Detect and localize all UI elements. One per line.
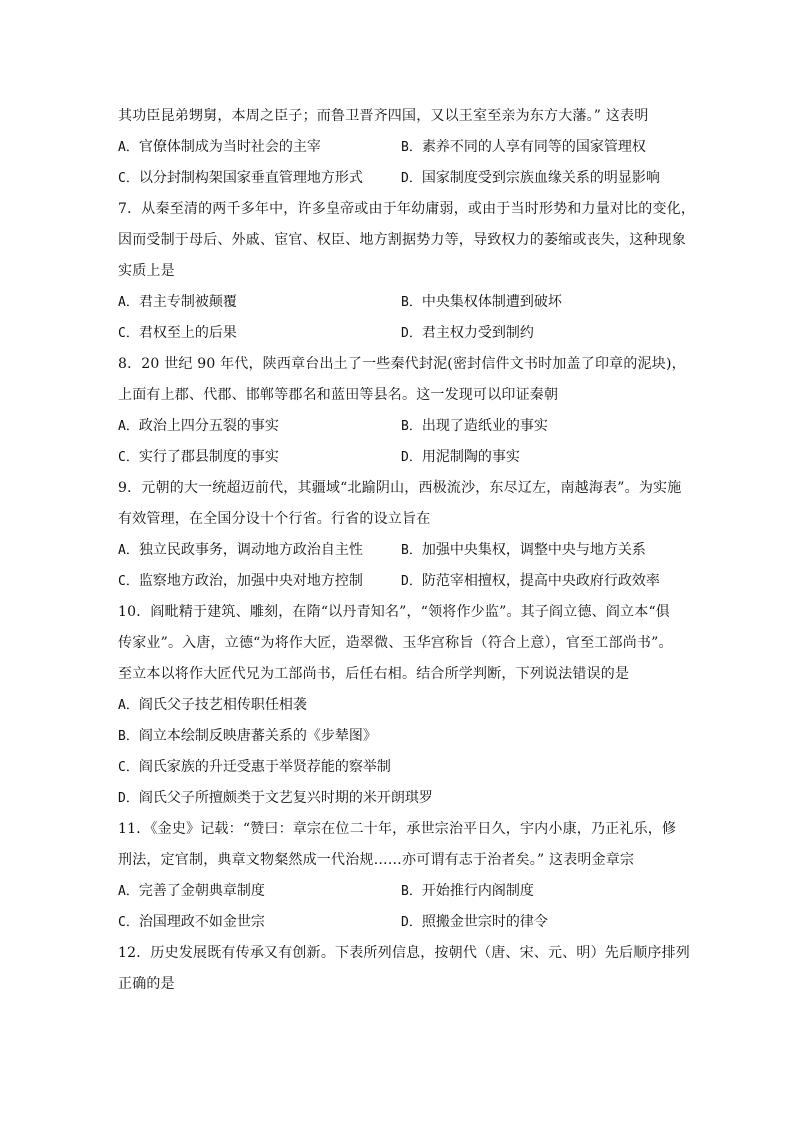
q6-option-a[interactable]: A．官僚体制成为当时社会的主宰 (118, 139, 321, 155)
q6-option-b[interactable]: B．素养不同的人享有同等的国家管理权 (401, 139, 646, 155)
q9-option-a[interactable]: A．独立民政事务，调动地方政治自主性 (118, 542, 363, 558)
q7-option-b[interactable]: B．中央集权体制遭到破坏 (401, 294, 562, 310)
q11-option-a[interactable]: A．完善了金朝典章制度 (118, 883, 265, 899)
q9-option-b[interactable]: B．加强中央集权，调整中央与地方关系 (401, 542, 646, 558)
q11-options-row-1 (118, 876, 678, 907)
q9-stem-line-2: 有效管理，在全国分设十个行省。行省的设立旨在 (118, 511, 431, 527)
q7-stem-line-3: 实质上是 (118, 263, 175, 279)
q11-option-c[interactable]: C．治国理政不如金世宗 (118, 914, 265, 930)
q11-stem-line-2: 刑法，定官制，典章文物粲然成一代治规……亦可谓有志于治者矣。” 这表明金章宗 (118, 852, 635, 868)
q8-stem-line-1: 8．20 世纪 90 年代，陕西章台出土了一些秦代封泥(密封信件文书时加盖了印章的泥块)， (118, 356, 686, 372)
q8-option-b[interactable]: B．出现了造纸业的事实 (401, 418, 548, 434)
q10-option-d[interactable]: D．阎氏父子所擅颇类于文艺复兴时期的米开朗琪罗 (118, 790, 433, 806)
q10-stem-line-1: 10．阎毗精于建筑、雕刻，在隋“以丹青知名”，“领将作少监”。其子阎立德、阎立本“俱 (118, 604, 670, 620)
q9-option-c[interactable]: C．监察地方政治，加强中央对地方控制 (118, 573, 363, 589)
q11-options-row-2 (118, 907, 678, 938)
q7-options-row-1 (118, 287, 678, 318)
exam-page (118, 101, 696, 1000)
q12-stem-line-2: 正确的是 (118, 976, 175, 992)
q11-option-d[interactable]: D．照搬金世宗时的律令 (401, 914, 548, 930)
q7-stem-line-2: 因而受制于母后、外戚、宦官、权臣、地方割据势力等，导致权力的萎缩或丧失，这种现象 (118, 232, 686, 248)
q8-option-a[interactable]: A．政治上四分五裂的事实 (118, 418, 279, 434)
q7-options-row-2 (118, 318, 678, 349)
q6-option-c[interactable]: C．以分封制构架国家垂直管理地方形式 (118, 170, 363, 186)
q6-options-row-2 (118, 163, 678, 194)
q12-stem-line-1: 12．历史发展既有传承又有创新。下表所列信息，按朝代（唐、宋、元、明）先后顺序排列 (118, 945, 691, 961)
q8-options-row-2 (118, 442, 678, 473)
q6-options-row-1 (118, 132, 678, 163)
q10-option-b[interactable]: B．阎立本绘制反映唐蕃关系的《步辇图》 (118, 728, 377, 744)
q9-stem-line-1: 9．元朝的大一统超迈前代，其疆域“北踰阴山，西极流沙，东尽辽左，南越海表”。为实施 (118, 480, 682, 496)
q11-stem-line-1: 11．《金史》记载：“赞曰：章宗在位二十年，承世宗治平日久，宇内小康，乃正礼乐，修 (118, 821, 677, 837)
q8-option-c[interactable]: C．实行了郡县制度的事实 (118, 449, 279, 465)
q10-stem-line-3: 至立本以将作大匠代兄为工部尚书，后任右相。结合所学判断，下列说法错误的是 (118, 666, 630, 682)
q9-options-row-1 (118, 535, 678, 566)
q10-option-a[interactable]: A．阎氏父子技艺相传职任相袭 (118, 697, 307, 713)
q9-options-row-2 (118, 566, 678, 597)
q6-option-d[interactable]: D．国家制度受到宗族血缘关系的明显影响 (401, 170, 660, 186)
q9-option-d[interactable]: D．防范宰相擅权，提高中央政府行政效率 (401, 573, 660, 589)
q7-option-c[interactable]: C．君权至上的后果 (118, 325, 237, 341)
q10-stem-line-2: 传家业”。入唐，立德“为将作大匠，造翠微、玉华宫称旨（符合上意），官至工部尚书”。 (118, 635, 673, 651)
q8-option-d[interactable]: D．用泥制陶的事实 (401, 449, 520, 465)
q8-stem-line-2: 上面有上郡、代郡、邯郸等郡名和蓝田等县名。这一发现可以印证秦朝 (118, 387, 559, 403)
q11-option-b[interactable]: B．开始推行内阁制度 (401, 883, 534, 899)
q7-option-a[interactable]: A．君主专制被颠覆 (118, 294, 237, 310)
q8-options-row-1 (118, 411, 678, 442)
q10-option-c[interactable]: C．阎氏家族的升迁受惠于举贤荐能的察举制 (118, 759, 391, 775)
q7-stem-line-1: 7．从秦至清的两千多年中，许多皇帝或由于年幼庸弱，或由于当时形势和力量对比的变化， (118, 201, 696, 217)
q6-text: 其功臣昆弟甥舅，本周之臣子；而鲁卫晋齐四国，又以王室至亲为东方大藩。” 这表明 (118, 108, 649, 124)
q7-option-d[interactable]: D．君主权力受到制约 (401, 325, 534, 341)
